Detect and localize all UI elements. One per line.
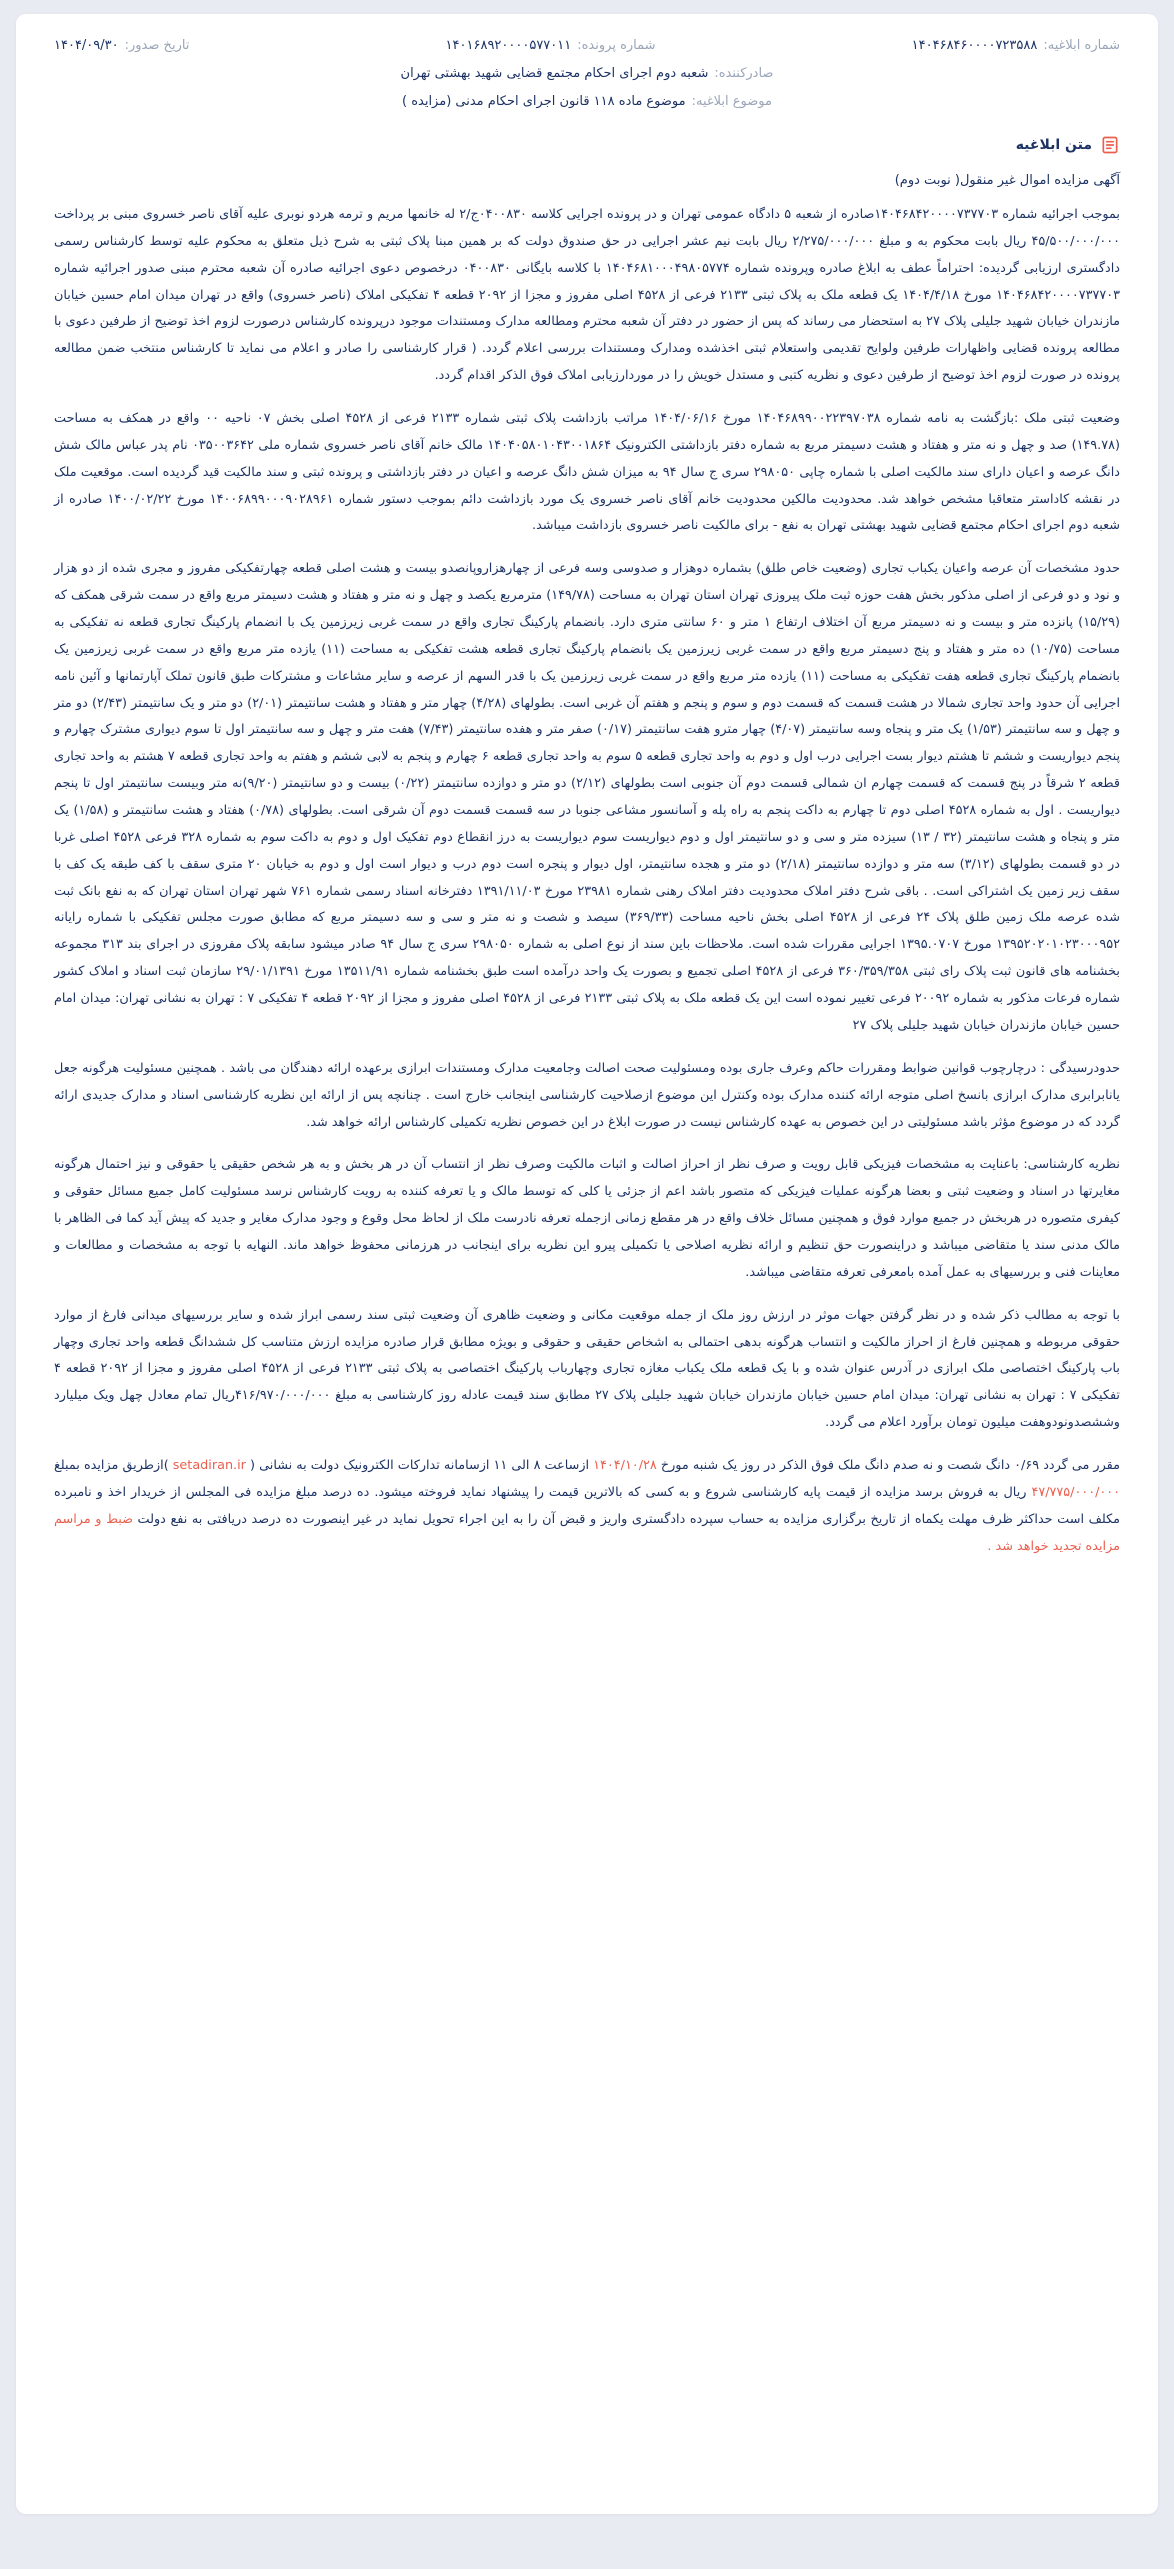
text-segment: حدود مشخصات آن عرصه واعیان یکباب تجاری (وضعیت خاص طلق) بشماره دوهزار و صدوسی وسه فرعی از چهارهزاروپانصدو بیست و هشت اصلی قطعه چهارتفکیکی مفروز و مجری شده از دو هزار و نود و دو فرعی از اصلی مذکور بخش هفت حوزه ثبت ملک پیروزی تهران استان تهران به مساحت (۱۴۹/۷۸) مترمربع یکصد و چهل و نه متر و هفتاد و هشت دسیمتر مربع واقع در سمت شرقی همکف که (۱۵/۲۹) پانزده متر و بیست و نه دسیمتر مربع آن اختلاف ارتفاع ۱ متر و ۶۰ سانتی متری دارد. بانضمام پارکینگ تجاری واقع در سمت غربی زیرزمین یک با انضمام پارکینگ تجاری قطعه نه تفکیکی به مساحت (۱۰/۷۵) ده متر و هفتاد و پنج دسیمتر مربع واقع در سمت غربی زیرزمین یک بانضمام پارکینگ تجاری قطعه هشت تفکیکی به مساحت (۱۱) یازده متر مربع واقع در سمت غربی زیرزمین یک بانضمام پارکینگ تجاری قطعه هفت تفکیکی به مساحت (۱۱) یازده متر مربع واقع در سمت غربی زیرزمین یک با قدر السهم از عرصه و سایر مشاعات و مشترکات طبق قانون تملک آپارتمانها و آئین نامه اجرایی آن حدود واحد تجاری شمالا در هشت قسمت که قسمت دوم و سوم و پنجم و هفتم آن غربی است. بطولهای (۴/۲۸) چهار متر و هفتاد و هشت سانتیمتر (۲/۰۱) دو متر و یک سانتیمتر (۲/۴۳) دو متر و چهل و سه سانتیمتر (۱/۵۳) یک متر و پنجاه وسه سانتیمتر (۴/۰۷) چهار مترو هفت سانتیمتر (۰/۱۷) صفر متر و هفده سانتیمتر (۷/۴۳) هفت متر و چهل و سه سانتیمتر اول تا سوم دیواری مشترک چهارم و پنجم دیواریست و ششم تا هشتم دیوار بست اجرایی درب اول و دوم به واحد تجاری قطعه ۵ سوم به واحد تجاری قطعه ۶ چهارم و پنجم به لابی ششم و هفتم به واحد تجاری قطعه ۷ هشتم به واحد تجاری قطعه ۲ شرقاً در پنج قسمت که قسمت چهارم ان شمالی قسمت دوم آن جنوبی است بطولهای (۲/۱۲) دو متر و دوازده سانتیمتر (۰/۲۲) بیست و دو سانتیمتر (۹/۲۰)نه متر وبیست سانتیمتر اول تا پنجم دیواریست . اول به شماره ۴۵۲۸ اصلی دوم تا چهارم به داکت پنجم به راه پله و آسانسور مشاعی جنوبا در سه قسمت قسمت دوم آن شرقی است. بطولهای (۰/۷۸) هفتاد و هشت سانتیمتر و (۱/۵۸) یک متر و پنجاه و هشت سانتیمتر (۳۲ / ۱۳) سیزده متر و سی و دو سانتیمتر اول و دوم دیواریست سوم دیواریست به درز انقطاع دوم تفکیک اول و دوم به داکت سوم به شماره ۳۲۸ فرعی ۴۵۲۸ اصلی غربا در دو قسمت بطولهای (۳/۱۲) سه متر و دوازده سانتیمتر (۲/۱۸) دو متر و هجده سانتیمتر، اول دیوار و پنجره است دوم درب و دیوار است اول و دوم به خیابان ۲۰ متری سقف با کف طبقه یک کف با سقف زیر زمین یک اشتراکی است. . باقی شرح دفتر املاک محدودیت دفتر املاک رهنی شماره ۲۳۹۸۱ مورخ ۱۳۹۱/۱۱/۰۳ دفترخانه اسناد رسمی شماره ۷۶۱ شهر تهران استان تهران که به نفع بانک ثبت شده عرصه ملک زمین طلق پلاک ۲۴ فرعی از ۴۵۲۸ اصلی بخش ناحیه مساحت (۳۶۹/۳۳) سیصد و شصت و نه متر و سی و سه دسیمتر مربع که مطابق صورت مجلس تفکیکی با شماره رایانه ۱۳۹۵۲۰۲۰۱۰۲۳۰۰۰۹۵۲ مورخ ۱۳۹۵.۰۷۰۷ اجرایی مقررات شده است. ملاحظات باین سند از نوع اصلی به شماره ۲۹۸۰۵۰ سری ج سال ۹۴ صادر میشود سابقه پلاک مفروزی در اجرای بند ۳۱۳ مجموعه بخشنامه های قانون ثبت پلاک رای ثبتی ۳۶۰/۳۵۹/۳۵۸ فرعی از ۴۵۲۸ اصلی تجمیع و بصورت یک واحد درآمده است طبق بخشنامه شماره ۱۳۵۱۱/۹۱ مورخ ۲۹/۰۱/۱۳۹۱ سازمان ثبت اسناد و املاک کشور شماره فرعات مذکور به شماره ۲۰۰۹۲ فرعی تغییر نموده است این یک قطعه ملک به پلاک ثبتی ۲۱۳۳ فرعی از ۴۵۲۸ اصلی مفروز و مجزا از ۲۰۹۲ قطعه ۴ تفکیکی ۷ : تهران به نشانی تهران: میدان امام حسین خیابان مازندران خیابان شهید جلیلی پلاک ۲۷ xyxy=(54,561,1121,1033)
case-number-value: ۱۴۰۱۶۸۹۲۰۰۰۰۵۷۷۰۱۱ xyxy=(445,38,572,53)
notice-paragraphs xyxy=(54,202,1120,1560)
text-segment: ریال به فروش برسد مزایده از قیمت پایه کارشناسی شروع و به کسی که بالاترین قیمت را پیشنهاد نماید فروخته میشود. ده درصد مبلغ مزایده فی المجلس از خریدار اخذ و نامبرده مکلف است حداکثر ظرف مهلت یکماه از تاریخ برگزاری مزایده به حساب سپرده دادگستری واریز و قبض آن را به این اجراء تحویل نماید در غیر اینصورت ده درصد دریافتی به نفع دولت xyxy=(54,1484,1120,1527)
notice-number-label: شماره ابلاغیه: xyxy=(1043,38,1120,53)
paragraph-execution-order xyxy=(54,202,1120,390)
paragraph-registration-status xyxy=(54,406,1120,540)
subject-label: موضوع ابلاغیه: xyxy=(691,94,772,109)
text-segment: نظریه کارشناسی: باعنایت به مشخصات فیزیکی قابل رویت و صرف نظر از احراز اصالت و اثبات مالکیت وصرف نظر از انتساب آن در هر بخش و به هر شخص حقیقی یا حقوقی و نیز احتمال هرگونه مغایرتها در اسناد و وضعیت ثبتی و بعضا هرگونه عملیات فیزیکی که متصور باشد اعم از جزئی یا کلی که توسط مالک و یا تعرفه کننده به رویت کارشناس نرسد مسئولیت کامل جمیع مسائل حقوقی و کیفری متصوره در هربخش در جمیع موارد فوق و همچنین مسائل خلاف واقع در هر مقطع زمانی ازجمله تعرفه نادرست ملک از لحاظ محل وقوع و وجود مدارک مغایر و جدید که پیش آید کما فی الظاهر با مالک مدنی سند یا متقاضی میباشد و دراینصورت حق تنظیم و ارائه نظریه اصلاحی یا تکمیلی پیرو این نظریه برای اینجانب در هرزمانی محفوظ خواهد ماند. النهایه با توجه به مشخصات و مطالعات و معاینات فنی و بررسیهای به عمل آمده بامعرفی تعرفه متقاضی میباشد. xyxy=(54,1157,1120,1280)
setadiran-link[interactable]: setadiran.ir xyxy=(172,1457,246,1473)
issuer-value: شعبه دوم اجرای احکام مجتمع قضایی شهید بهشتی تهران xyxy=(400,66,709,81)
page-background xyxy=(0,14,1174,2569)
text-segment: حدودرسیدگی : درچارچوب قوانین ضوابط ومقررات حاکم وعرف جاری بوده ومسئولیت صحت اصالت وجامعیت مدارک ومستندات ابرازی برعهده ارائه دهندگان می باشد . همچنین مسئولیت هرگونه جعل یانابرابری مدارک ابرازی بانسخ اصلی متوجه ارائه کننده مدارک بوده وکنترل این موضوع ازصلاحیت کارشناسی اینجانب خارج است . چنانچه پس از ارائه این نظریه کارشناسی اسناد و مدارک جدیدی ارائه گردد که در موضوع مؤثر باشد مسئولیتی در این خصوص به عهده کارشناس نیست در صورت ابلاغ در این خصوص نظریه تکمیلی کارشناس ارائه خواهد شد. xyxy=(54,1060,1120,1130)
paragraph-auction-terms xyxy=(54,1453,1120,1560)
notice-number-value: ۱۴۰۴۶۸۴۶۰۰۰۰۷۲۳۵۸۸ xyxy=(911,38,1038,53)
paragraph-review-scope xyxy=(54,1056,1120,1137)
header-issuer-row xyxy=(54,66,1120,81)
paragraph-property-boundaries xyxy=(54,556,1120,1039)
text-segment: )ازطریق مزایده بمبلغ xyxy=(54,1457,173,1473)
notice-text-title: متن ابلاغیه xyxy=(1015,137,1092,153)
text-segment: با توجه به مطالب ذکر شده و در نظر گرفتن جهات موثر در ارزش روز ملک از جمله موقعیت مکانی و وضعیت ظاهری آن وضعیت ثبتی سند رسمی ابراز شده و سایر بررسیهای میدانی فارغ از موارد حقوقی مربوطه و همچنین فارغ از احراز مالکیت و انتساب هرگونه بدهی احتمالی به اشخاص حقیقی و حقوقی و بویژه مطابق قرار صادره مزایده ارزش متناسب کل ششدانگ قطعه واحد تجاری وچهار باب پارکینگ اختصاصی ملک ابرازی در آدرس عنوان شده و با یک قطعه ملک یکباب مغازه تجاری وچهارباب پارکینگ اختصاصی به پلاک ثبتی ۲۱۳۳ فرعی از ۴۵۲۸ اصلی مفروز و مجزا از ۲۰۹۲ قطعه ۴ تفکیکی ۷ : تهران به نشانی تهران: میدان امام حسین خیابان مازندران خیابان شهید جلیلی پلاک ۲۷ مطابق سند قیمت عادله روز کارشناسی به مبلغ ۴۱۶/۹۷۰/۰۰۰/۰۰۰ریال تمام معادل چهل ویک میلیارد وششصدونودوهفت میلیون تومان برآورد اعلام می گردد. xyxy=(54,1307,1120,1431)
field-issuer xyxy=(401,66,774,81)
field-notice-number xyxy=(912,38,1120,53)
text-segment: بموجب اجرائیه شماره ۱۴۰۴۶۸۴۲۰۰۰۰۷۳۷۷۰۳صادره از شعبه ۵ دادگاه عمومی تهران و در پرونده اجرایی کلاسه ۰۴۰۰۸۳۰ج/۲ له خانمها مریم و ترمه هردو نوبری علیه آقای ناصر خسروی مبنی بر پرداخت ۴۵/۵۰۰/۰۰۰/۰۰۰ ریال بابت محکوم به و مبلغ ۲/۲۷۵/۰۰۰/۰۰۰ ریال بابت نیم عشر اجرایی در حق صندوق دولت که بر همین مبنا پلاک ثبتی به شرح ذیل متعلق به محکوم علیه توسط کارشناس رسمی دادگستری ارزیابی گردیده: احتراماً عطف به ابلاغ صادره وپرونده شماره ۱۴۰۴۶۸۱۰۰۰۴۹۸۰۵۷۷۴ با کلاسه بایگانی ۰۴۰۰۸۳۰ درخصوص دعوی اجرائیه صادره آن شعبه محترم مبنی صدور اجرائیه شماره ۱۴۰۴۶۸۴۲۰۰۰۰۷۳۷۷۰۳ مورخ ۱۴۰۴/۴/۱۸ یک قطعه ملک به پلاک ثبتی ۲۱۳۳ فرعی از ۴۵۲۸ اصلی مفروز و مجزا از ۲۰۹۲ قطعه ۴ تفکیکی املاک (ناصر خسروی) واقع در تهران میدان امام حسین خیابان مازندران خیابان شهید جلیلی پلاک ۲۷ به استحضار می رساند که پس از حضور در دفتر آن شعبه محترم ومطالعه مدارک ومستندات موجود درپرونده کارشناس درصورت لزوم اخذ توضیح از طرفین دعوی با مطالعه پرونده قضایی واظهارات طرفین ولوایح تقدیمی واستعلام ثبتی اخذشده ومدارک ومستندات بررسی اعلام گردد. ( قرار کارشناسی را صادر و اعلام می نماید تا کارشناس منتخب ضمن مطالعه پرونده در صورت لزوم اخذ توضیح از طرفین دعوی و نظریه کتبی و مستدل خویش را در موردارزیابی املاک فوق الذکر اقدام گردد. xyxy=(54,207,1121,384)
issuer-label: صادرکننده: xyxy=(714,66,774,81)
case-number-label: شماره پرونده: xyxy=(577,38,656,53)
notice-card xyxy=(16,14,1158,2514)
notice-text-section-head xyxy=(54,135,1120,155)
issue-date-value: ۱۴۰۴/۰۹/۳۰ xyxy=(54,38,119,53)
field-subject xyxy=(402,94,772,109)
text-segment: وضعیت ثبتی ملک :بازگشت به نامه شماره ۱۴۰۴۶۸۹۹۰۰۲۲۳۹۷۰۳۸ مورخ ۱۴۰۴/۰۶/۱۶ مراتب بازداشت پلاک ثبتی شماره ۲۱۳۳ فرعی از ۴۵۲۸ اصلی بخش ۰۷ ناحیه ۰۰ واقع در همکف به مساحت (۱۴۹.۷۸) صد و چهل و نه متر و هفتاد و هشت دسیمتر مربع به شماره دفتر بازداشتی الکترونیک ۱۴۰۴۰۵۸۰۱۰۴۳۰۰۱۸۶۴ مالک خانم آقای ناصر خسروی شماره ملی ۰۳۵۰۰۳۶۴۲ نام پدر عباس مالک شش دانگ عرصه و اعیان دارای سند مالکیت اصلی با شماره چاپی ۲۹۸۰۵۰ سری ج سال ۹۴ به میزان شش دانگ عرصه و اعیان در دفتر بازداشتی و پرونده ثبتی و سند مالکیت قید گردیده است. موقعیت ملک در نقشه کاداستر متعاقبا مشخص خواهد شد. محدودیت مالکین محدودیت خانم آقای ناصر خسروی یک مورد بازداشت دائم بموجب دستور شماره ۱۴۰۰۶۸۹۹۰۰۰۹۰۲۸۹۶۱ مورخ ۱۴۰۰/۰۲/۲۲ صادره از شعبه دوم اجرای احکام مجتمع قضایی شهید بهشتی تهران به نفع - برای مالکیت ناصر خسروی بازداشت میباشد. xyxy=(54,411,1120,534)
document-lines-icon xyxy=(1100,135,1120,155)
paragraph-valuation xyxy=(54,1303,1120,1437)
highlighted-text: ضبط و مراسم مزایده تجدید خواهد شد . xyxy=(54,1511,1120,1554)
issue-date-label: تاریخ صدور: xyxy=(124,38,190,53)
text-segment: مقرر می گردد ۰/۶۹ دانگ شصت و نه صدم دانگ ملک فوق الذکر در روز یک شنبه مورخ xyxy=(656,1457,1120,1473)
paragraph-expert-opinion xyxy=(54,1152,1120,1286)
header-top-row xyxy=(54,38,1120,53)
highlighted-text: ۴۷/۷۷۵/۰۰۰/۰۰۰ xyxy=(1031,1484,1120,1500)
highlighted-text: ۱۴۰۴/۱۰/۲۸ xyxy=(593,1457,657,1473)
field-issue-date xyxy=(54,38,189,53)
text-segment: ازساعت ۸ الی ۱۱ ازسامانه تدارکات الکترونیک دولت به نشانی ( xyxy=(245,1457,594,1473)
notice-body xyxy=(54,173,1120,1560)
subject-value: موضوع ماده ۱۱۸ قانون اجرای احکام مدنی (مزایده ) xyxy=(401,94,686,109)
header-subject-row xyxy=(54,94,1120,109)
auction-notice-title: آگهی مزایده اموال غیر منقول( نوبت دوم) xyxy=(894,173,1120,188)
field-case-number xyxy=(446,38,656,53)
